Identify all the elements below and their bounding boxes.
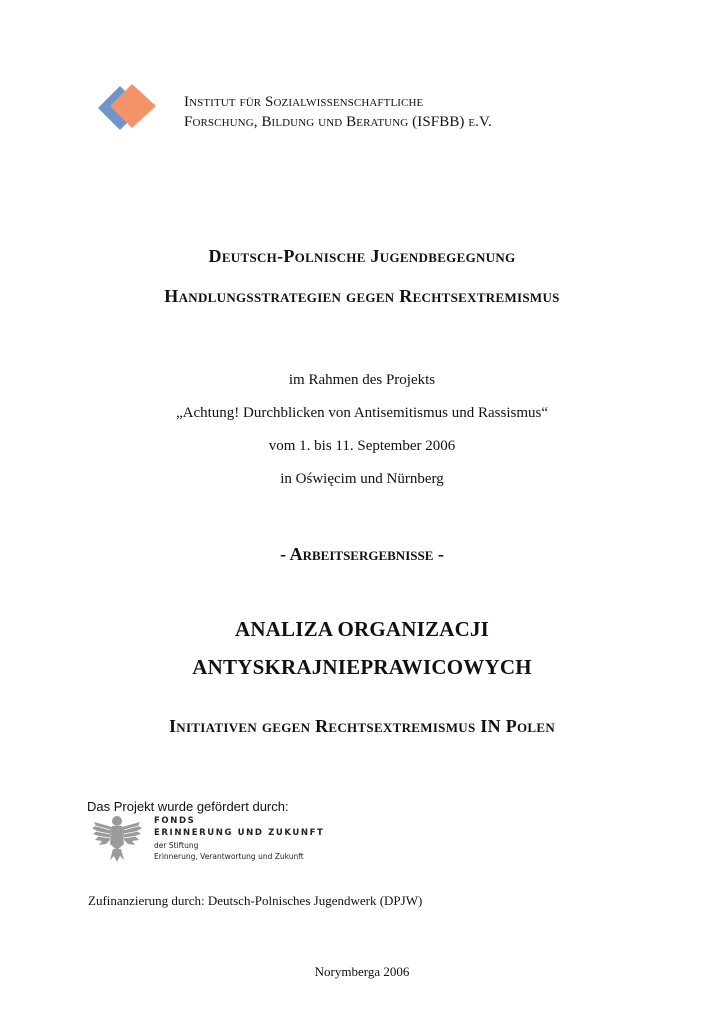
title-line-2: Handlungsstrategien gegen Rechtsextremismus — [164, 286, 560, 306]
institute-line-1: Institut für Sozialwissenschaftliche — [184, 94, 424, 110]
project-line-4: in Oświęcim und Nürnberg — [280, 471, 444, 487]
federal-eagle-icon — [92, 812, 142, 864]
results-label: - Arbeitsergebnisse - — [280, 544, 444, 564]
polish-title-line-1: ANALIZA ORGANIZACJI — [234, 617, 490, 641]
fonds-line-4: Erinnerung, Verantwortung und Zukunft — [154, 852, 304, 861]
fonds-line-2: ERINNERUNG UND ZUKUNFT — [154, 828, 325, 838]
institute-name — [184, 92, 492, 132]
german-title: Initiativen gegen Rechtsextremismus IN Polen — [168, 716, 556, 736]
fonds-line-1: FONDS — [154, 816, 196, 826]
fonds-line-3: der Stiftung — [154, 841, 199, 850]
polish-title-line-2: ANTYSKRAJNIEPRAWICOWYCH — [192, 655, 532, 679]
cofunding-text: Zufinanzierung durch: Deutsch-Polnisches Jugendwerk (DPJW) — [88, 893, 423, 908]
isfbb-logo — [98, 84, 160, 134]
project-line-1: im Rahmen des Projekts — [288, 372, 436, 388]
institute-line-2: Forschung, Bildung und Beratung (ISFBB) e.V. — [184, 114, 492, 130]
title-line-1: Deutsch-Polnische Jugendbegegnung — [208, 246, 516, 266]
fonds-logo-text — [154, 815, 324, 862]
project-line-2: „Achtung! Durchblicken von Antisemitismus und Rassismus“ — [175, 405, 549, 421]
footer-place-year: Norymberga 2006 — [314, 964, 410, 979]
funding-label: Das Projekt wurde gefördert durch: — [87, 799, 289, 814]
project-info — [0, 364, 724, 496]
project-line-3: vom 1. bis 11. September 2006 — [268, 438, 456, 454]
